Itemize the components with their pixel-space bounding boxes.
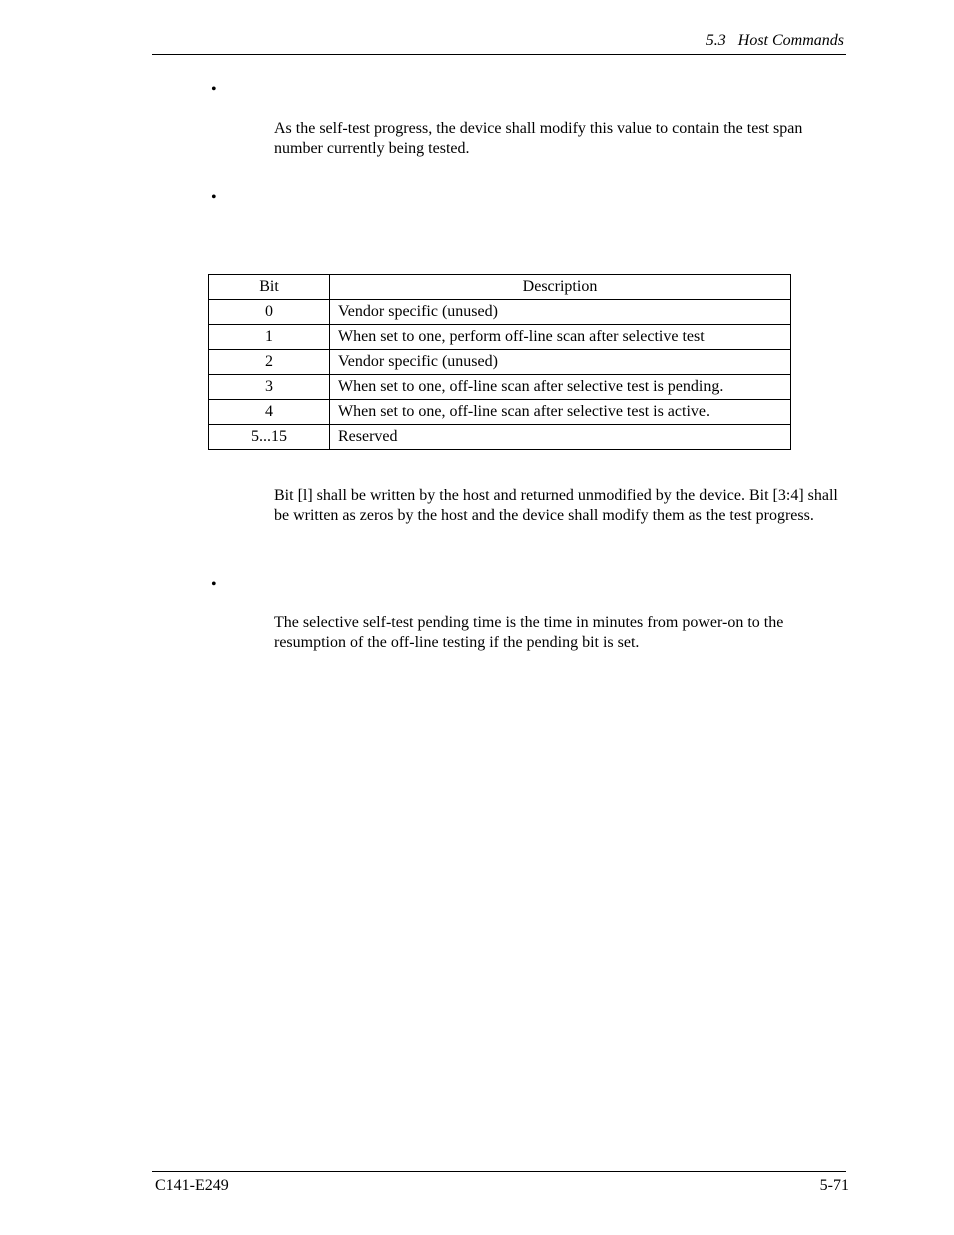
footer-rule xyxy=(152,1171,846,1172)
paragraph-pending-time: The selective self-test pending time is the time in minutes from power-on to the resumption of the off-line testing if the pending bit is set. xyxy=(274,614,784,651)
bullet-1: • xyxy=(211,81,217,98)
table-row xyxy=(209,350,791,375)
description-cell: Vendor specific (unused) xyxy=(330,350,791,375)
document-id: C141-E249 xyxy=(155,1177,229,1194)
bit-cell: 1 xyxy=(209,325,330,350)
running-header: 5.3 Host Commands xyxy=(705,32,844,49)
paragraph-bit-usage: Bit [l] shall be written by the host and returned unmodified by the device. Bit [3:4] shall be written as zeros by the host and the device shall modify them as the test progress. xyxy=(274,487,838,524)
bit-cell: 4 xyxy=(209,400,330,425)
bit-cell: 5...15 xyxy=(209,425,330,450)
table-row xyxy=(209,425,791,450)
table-header-row xyxy=(209,275,791,300)
description-cell: Vendor specific (unused) xyxy=(330,300,791,325)
column-header-bit: Bit xyxy=(209,275,330,300)
header-rule xyxy=(152,54,846,55)
bullet-3: • xyxy=(211,576,217,593)
description-cell: When set to one, off-line scan after selective test is active. xyxy=(330,400,791,425)
column-header-description: Description xyxy=(330,275,791,300)
bit-cell: 0 xyxy=(209,300,330,325)
table-row xyxy=(209,325,791,350)
bullet-2: • xyxy=(211,189,217,206)
description-cell: Reserved xyxy=(330,425,791,450)
table-row xyxy=(209,400,791,425)
bit-description-table xyxy=(208,274,791,450)
page-number: 5-71 xyxy=(819,1177,849,1194)
description-cell: When set to one, off-line scan after selective test is pending. xyxy=(330,375,791,400)
paragraph-test-span: As the self-test progress, the device shall modify this value to contain the test span number currently being tested. xyxy=(274,120,803,157)
bit-cell: 2 xyxy=(209,350,330,375)
table-row xyxy=(209,300,791,325)
table-row xyxy=(209,375,791,400)
description-cell: When set to one, perform off-line scan after selective test xyxy=(330,325,791,350)
bit-cell: 3 xyxy=(209,375,330,400)
